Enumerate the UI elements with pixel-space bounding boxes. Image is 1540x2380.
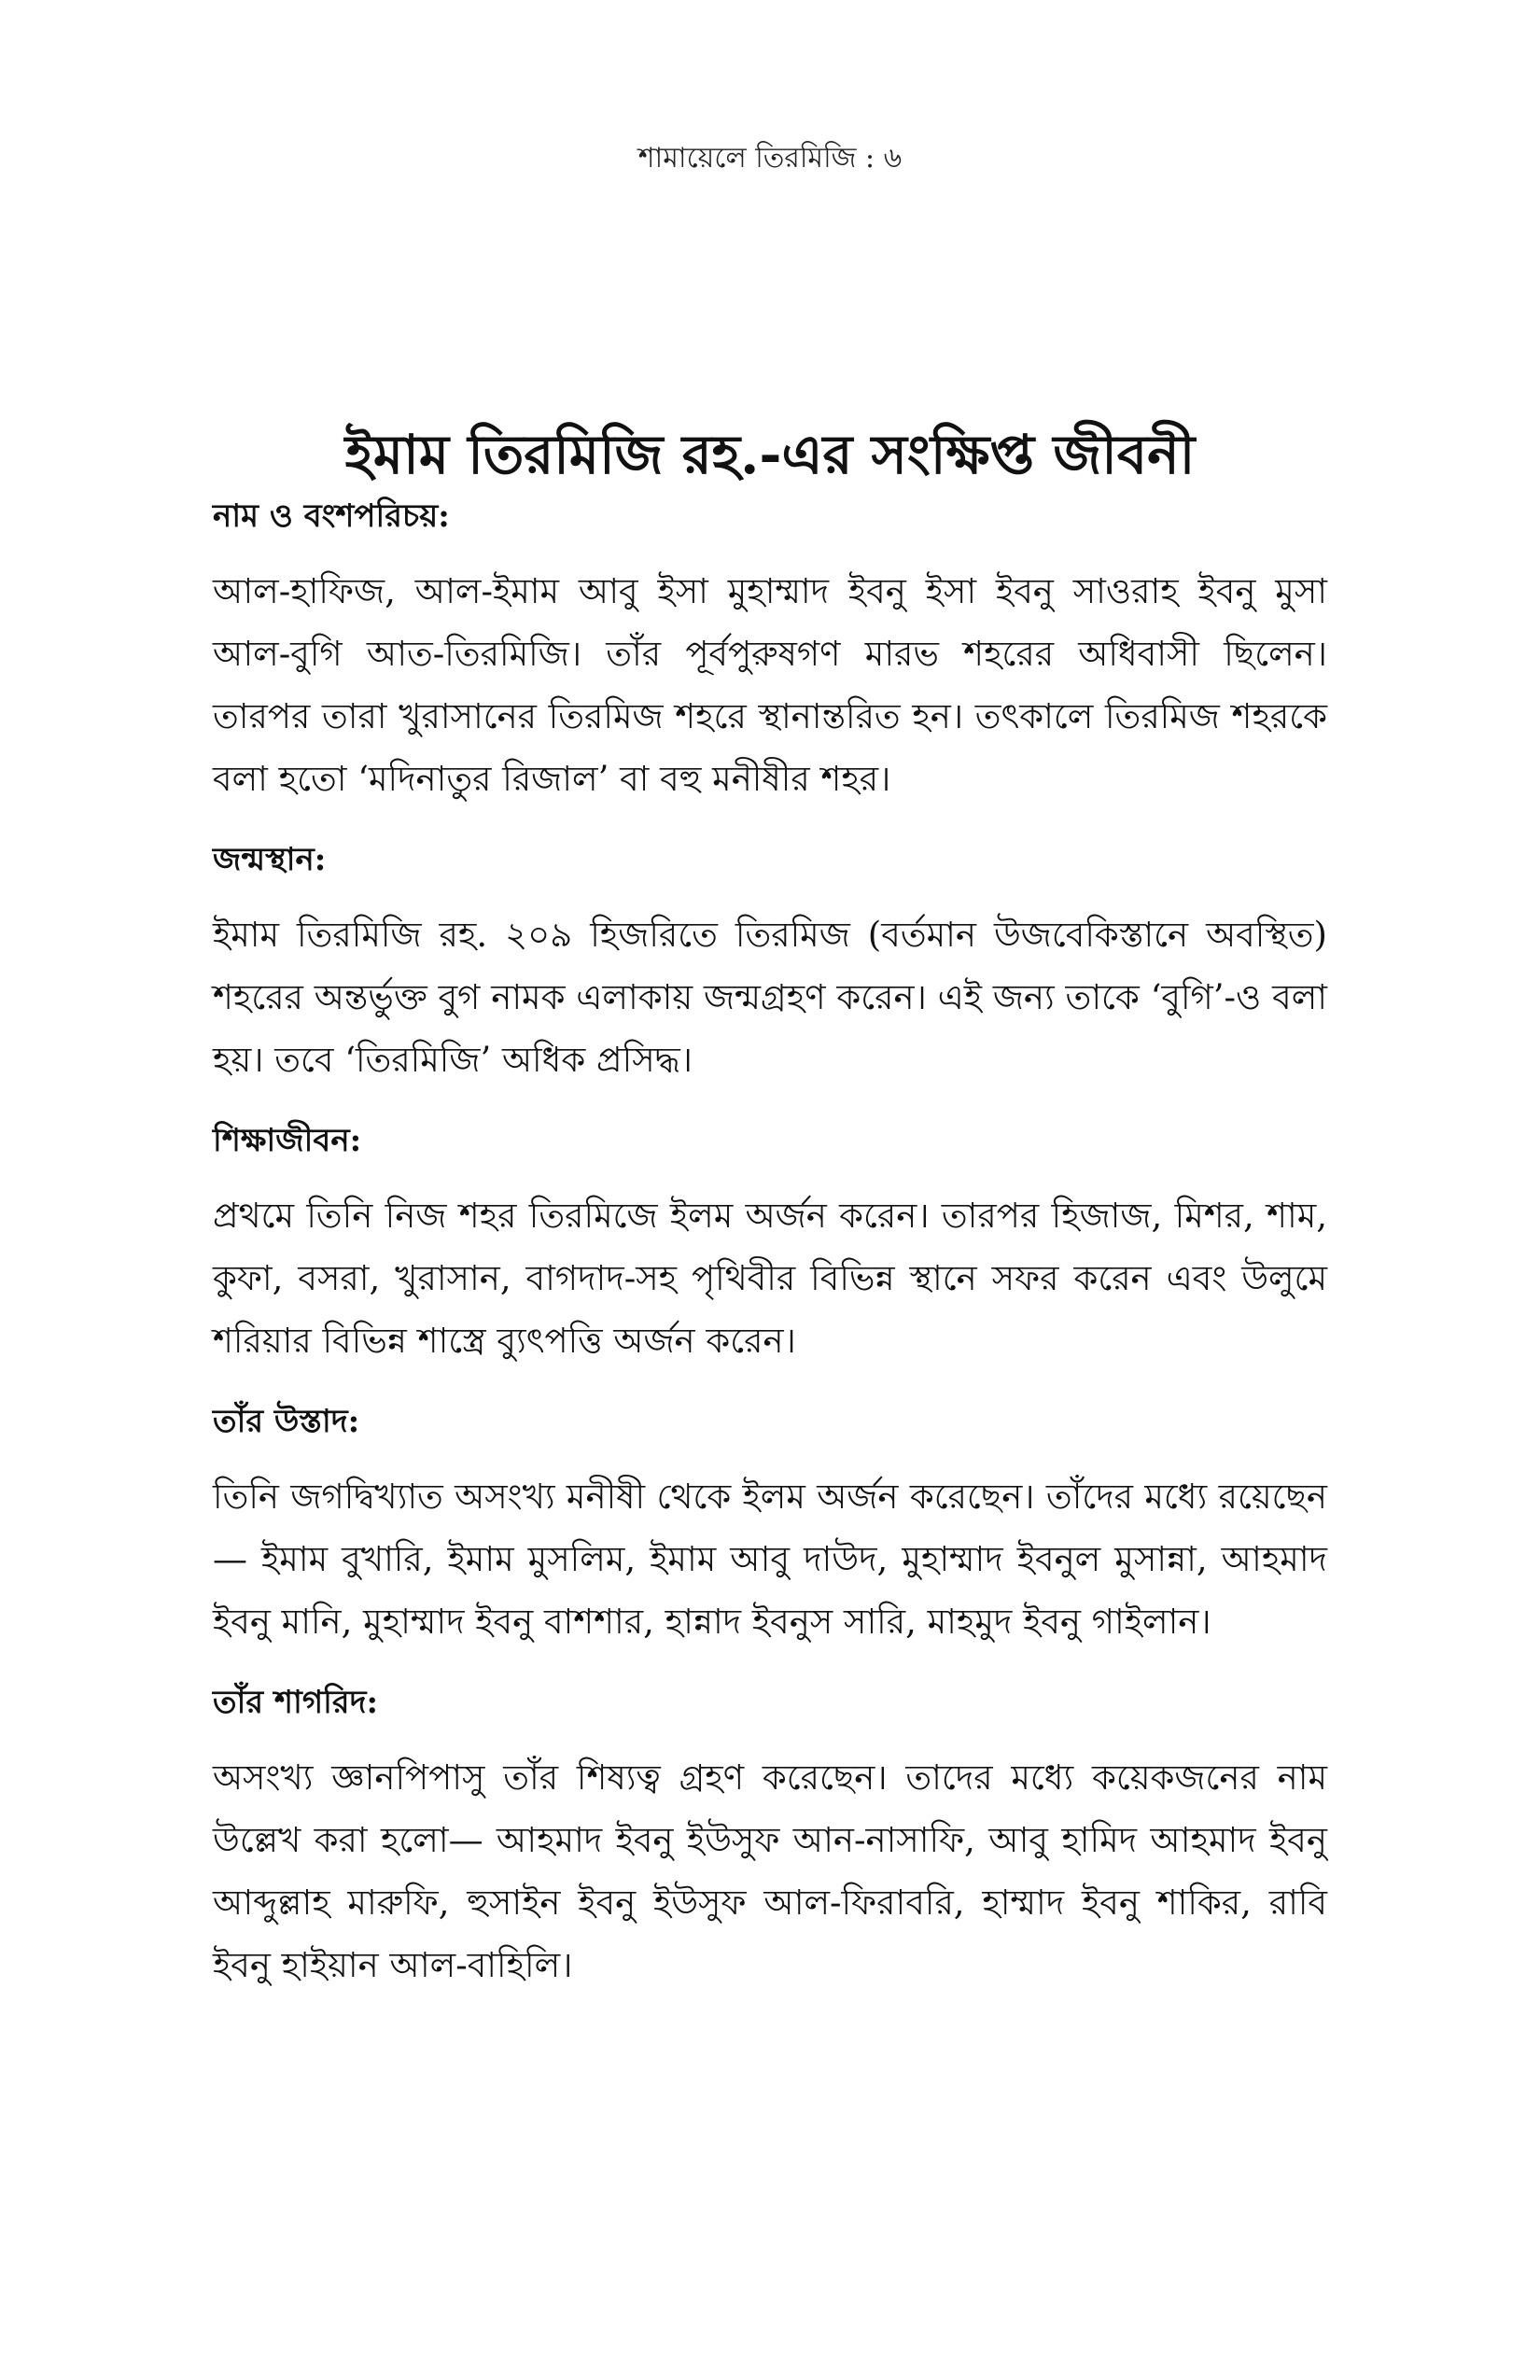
- section-birthplace: [213, 836, 1327, 1091]
- section-paragraph: প্রথমে তিনি নিজ শহর তিরমিজে ইলম অর্জন করেন। তারপর হিজাজ, মিশর, শাম, কুফা, বসরা, খুরাসান, বাগদাদ-সহ পৃথিবীর বিভিন্ন স্থানে সফর করেন এবং উলুমে শরিয়ার বিভিন্ন শাস্ত্রে ব্যুৎপত্তি অর্জন করেন।: [213, 1196, 1327, 1361]
- chapter-title: ইমাম তিরমিজি রহ.-এর সংক্ষিপ্ত জীবনী: [344, 422, 1196, 486]
- section-students: [213, 1679, 1327, 1996]
- running-header: শামায়েলে তিরমিজি : ৬: [637, 142, 903, 175]
- section-paragraph: আল-হাফিজ, আল-ইমাম আবু ইসা মুহাম্মাদ ইবনু ইসা ইবনু সাওরাহ ইবনু মুসা আল-বুগি আত-তিরমিজি। তাঁর পূর্বপুরুষগণ মারভ শহরের অধিবাসী ছিলেন। তারপর তারা খুরাসানের তিরমিজ শহরে স্থানান্তরিত হন। তৎকালে তিরমিজ শহরকে বলা হতো ‘মদিনাতুর রিজাল’ বা বহু মনীষীর শহর।: [213, 571, 1327, 799]
- chapter-content: [213, 493, 1327, 2023]
- section-paragraph: ইমাম তিরমিজি রহ. ২০৯ হিজরিতে তিরমিজ (বর্তমান উজবেকিস্তানে অবস্থিত) শহরের অন্তর্ভুক্ত বুগ নামক এলাকায় জন্মগ্রহণ করেন। এই জন্য তাকে ‘বুগি’-ও বলা হয়। তবে ‘তিরমিজি’ অধিক প্রসিদ্ধ।: [213, 915, 1327, 1080]
- section-heading: নাম ও বংশপরিচয়:: [213, 497, 450, 535]
- section-teachers: [213, 1398, 1327, 1653]
- section-heading: শিক্ষাজীবন:: [213, 1122, 362, 1159]
- section-heading: তাঁর শাগরিদ:: [213, 1684, 379, 1721]
- section-paragraph: অসংখ্য জ্ঞানপিপাসু তাঁর শিষ্যত্ব গ্রহণ করেছেন। তাদের মধ্যে কয়েকজনের নাম উল্লেখ করা হলো— আহমাদ ইবনু ইউসুফ আন-নাসাফি, আবু হামিদ আহমাদ ইবনু আব্দুল্লাহ মারুফি, হুসাইন ইবনু ইউসুফ আল-ফিরাবরি, হাম্মাদ ইবনু শাকির, রাবি ইবনু হাইয়ান আল-বাহিলি।: [213, 1757, 1327, 1985]
- section-heading: জন্মস্থান:: [213, 841, 327, 878]
- section-lineage: [213, 493, 1327, 810]
- section-heading: তাঁর উস্তাদ:: [213, 1403, 360, 1440]
- section-paragraph: তিনি জগদ্বিখ্যাত অসংখ্য মনীষী থেকে ইলম অর্জন করেছেন। তাঁদের মধ্যে রয়েছেন— ইমাম বুখারি, ইমাম মুসলিম, ইমাম আবু দাউদ, মুহাম্মাদ ইবনুল মুসান্না, আহমাদ ইবনু মানি, মুহাম্মাদ ইবনু বাশশার, হান্নাদ ইবনুস সারি, মাহমুদ ইবনু গাইলান।: [213, 1477, 1327, 1642]
- section-education: [213, 1117, 1327, 1372]
